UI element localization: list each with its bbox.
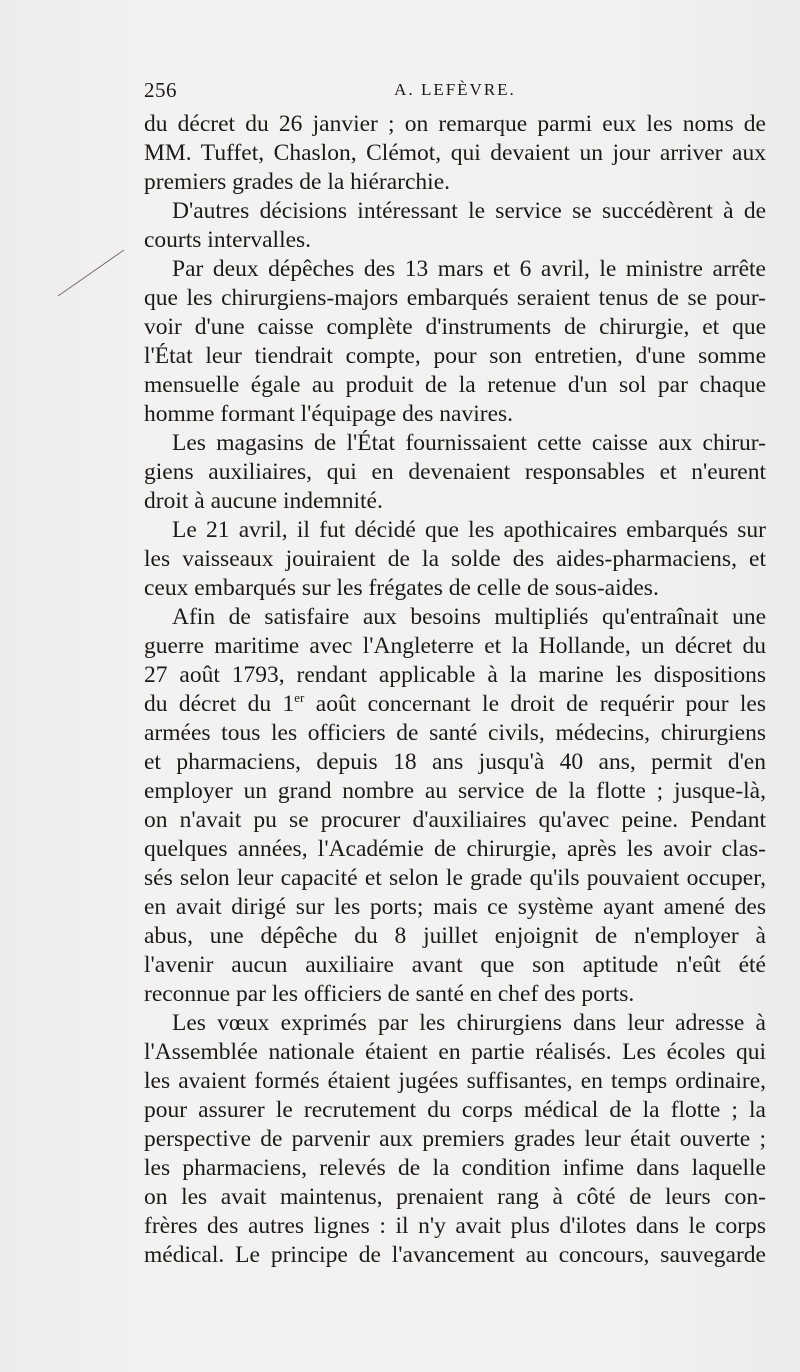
text-line: pour assurer le recrutement du corps médical de la flotte ; la [144,1097,766,1123]
text-line: Le 21 avril, il fut décidé que les apothicaires embarqués sur [172,517,766,543]
text-line: on n'avait pu se procurer d'auxiliaires qu'avec peine. Pendant [144,807,766,833]
text-line: ceux embarqués sur les frégates de celle de sous-aides. [144,575,659,601]
page-number: 256 [144,78,177,102]
text-line: guerre maritime avec l'Angleterre et la Hollande, un décret du [144,633,766,659]
text-line: en avait dirigé sur les ports; mais ce système ayant amené des [144,894,766,920]
pencil-mark-icon [56,246,126,298]
text-line: l'Assemblée nationale étaient en partie réalisés. Les écoles qui [144,1039,766,1065]
text-line: les avaient formés étaient jugées suffisantes, en temps ordinaire, [144,1068,766,1094]
text-line: reconnue par les officiers de santé en chef des ports. [144,981,635,1007]
running-head: A. LEFÈVRE. [394,80,516,99]
text-line: médical. Le principe de l'avancement au concours, sauvegarde [144,1242,766,1268]
text-line: courts intervalles. [144,227,312,253]
text-line: perspective de parvenir aux premiers grades leur était ouverte ; [144,1126,766,1152]
page-header [144,78,766,106]
text-line: sés selon leur capacité et selon le grade qu'ils pouvaient occuper, [144,865,766,891]
text-line: du décret du 26 janvier ; on remarque parmi eux les noms de [144,111,766,137]
text-line: du décret du 1er août concernant le droit de requérir pour les [144,690,766,717]
text-line: on les avait maintenus, prenaient rang à côté de leurs con- [144,1184,766,1210]
text-line: armées tous les officiers de santé civils, médecins, chirurgiens [144,720,766,746]
text-line: que les chirurgiens-majors embarqués seraient tenus de se pour- [144,285,766,311]
text-line: quelques années, l'Académie de chirurgie, après les avoir clas- [144,836,766,862]
text-line: voir d'une caisse complète d'instruments de chirurgie, et que [144,314,766,340]
text-line: droit à aucune indemnité. [144,488,383,514]
text-line: les vaisseaux jouiraient de la solde des aides-pharmaciens, et [144,546,766,572]
text-line: Afin de satisfaire aux besoins multipliés qu'entraînait une [172,604,766,630]
body-text [144,110,766,1270]
text-line: l'État leur tiendrait compte, pour son entretien, d'une somme [144,343,766,369]
text-line: abus, une dépêche du 8 juillet enjoignit de n'employer à [144,923,766,949]
text-line: MM. Tuffet, Chaslon, Clémot, qui devaient un jour arriver aux [144,140,766,166]
text-line: giens auxiliaires, qui en devenaient responsables et n'eurent [144,459,766,485]
text-line: D'autres décisions intéressant le service se succédèrent à de [172,198,766,224]
text-line: frères des autres lignes : il n'y avait plus d'ilotes dans le corps [144,1213,766,1239]
text-line: homme formant l'équipage des navires. [144,401,514,427]
text-line: et pharmaciens, depuis 18 ans jusqu'à 40 ans, permit d'en [144,749,766,775]
text-line: mensuelle égale au produit de la retenue d'un sol par chaque [144,372,766,398]
text-line: premiers grades de la hiérarchie. [144,169,450,195]
text-line: employer un grand nombre au service de la flotte ; jusque-là, [144,778,766,804]
text-line: l'avenir aucun auxiliaire avant que son aptitude n'eût été [144,952,766,978]
text-line: Par deux dépêches des 13 mars et 6 avril, le ministre arrête [172,256,766,282]
text-line: Les magasins de l'État fournissaient cette caisse aux chirur- [172,430,766,456]
text-line: Les vœux exprimés par les chirurgiens dans leur adresse à [172,1010,766,1036]
text-line: 27 août 1793, rendant applicable à la marine les dispositions [144,662,766,688]
text-line: les pharmaciens, relevés de la condition infime dans laquelle [144,1155,766,1181]
